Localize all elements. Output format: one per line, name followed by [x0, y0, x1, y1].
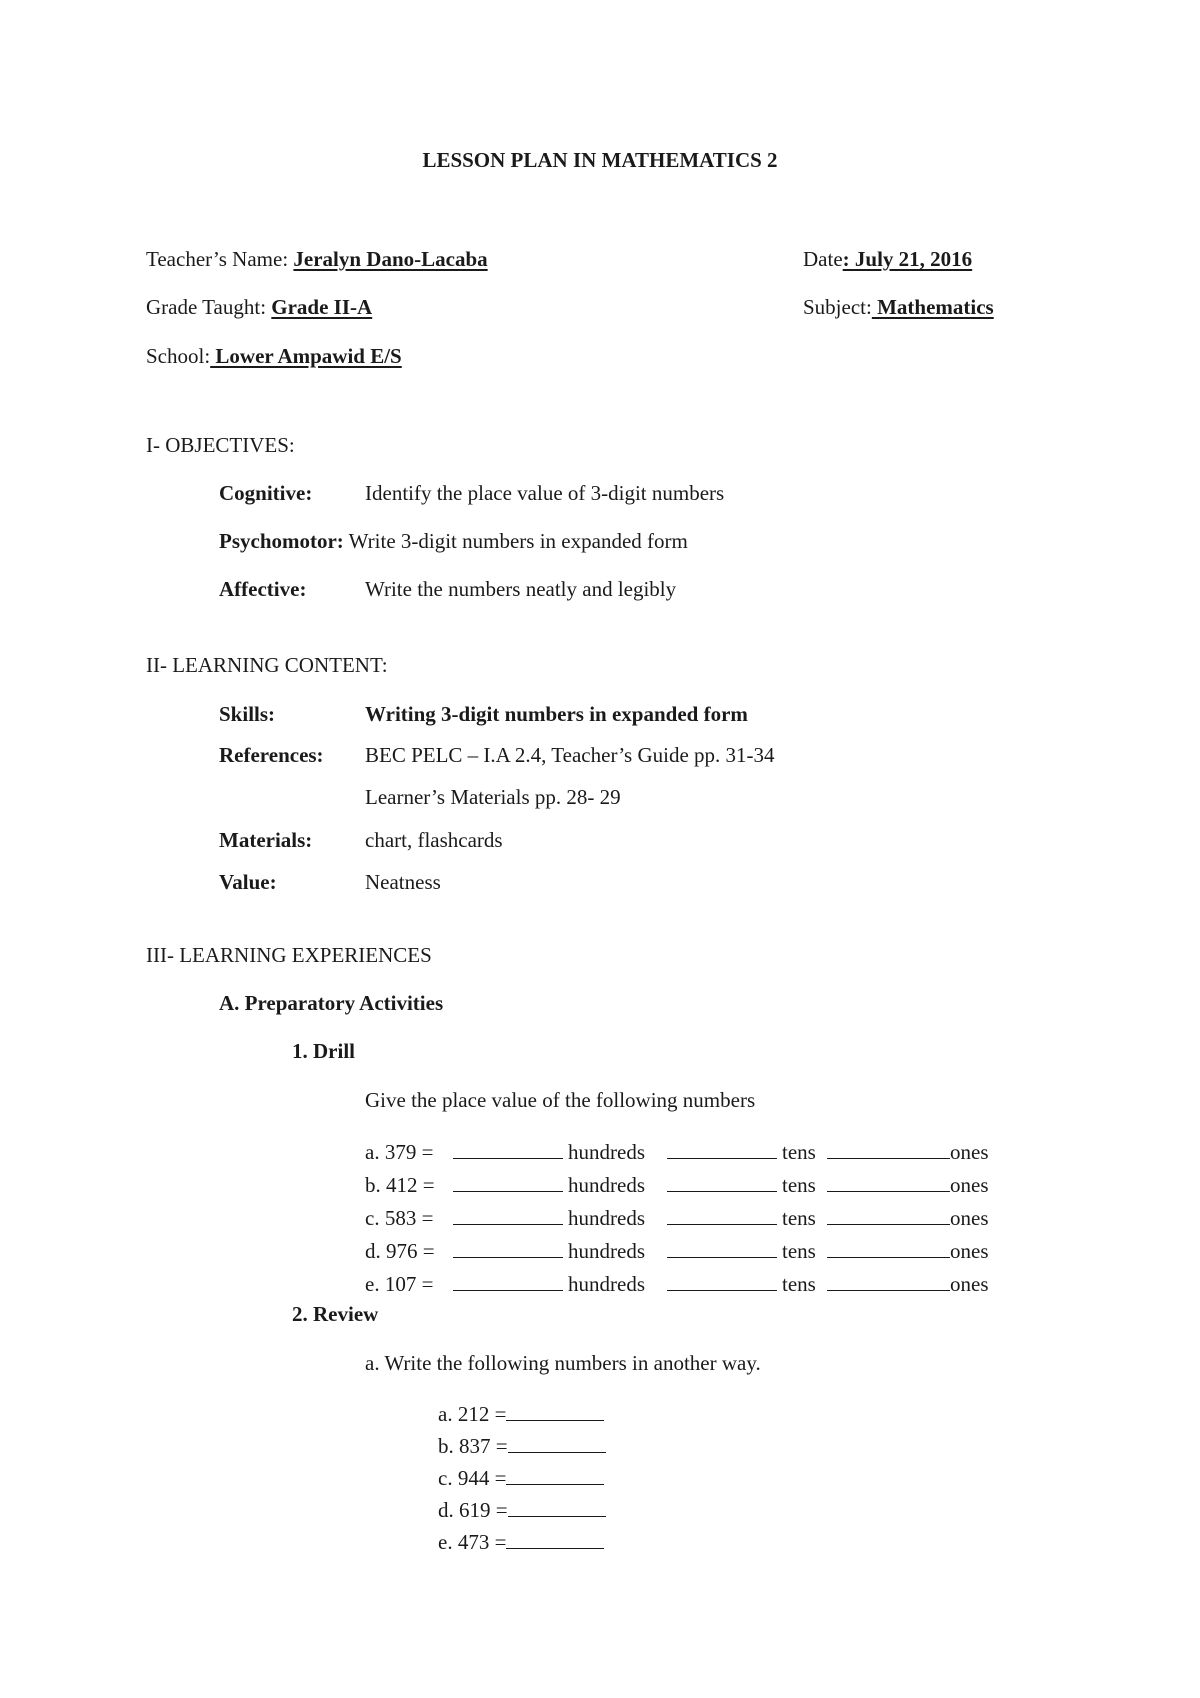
review-item: a. 212 =	[438, 1402, 507, 1426]
date-line	[803, 249, 972, 270]
school-line	[146, 346, 402, 367]
affective-value: Write the numbers neatly and legibly	[365, 577, 677, 601]
drill-row	[365, 1205, 989, 1229]
psychomotor-label: Psychomotor:	[219, 529, 344, 553]
review-row	[438, 1465, 604, 1489]
tens-label: tens	[782, 1272, 816, 1296]
value-value: Neatness	[365, 870, 441, 894]
materials-label: Materials:	[219, 828, 313, 852]
review-item: b. 837 =	[438, 1434, 508, 1458]
review-item: d. 619 =	[438, 1498, 508, 1522]
psychomotor-value: Write 3-digit numbers in expanded form	[343, 529, 688, 553]
teacher-name-line	[146, 249, 488, 270]
teacher-name-value: Jeralyn Dano-Lacaba	[293, 247, 488, 271]
answer-blank[interactable]	[827, 1271, 950, 1291]
drill-item: d. 976 =	[365, 1239, 435, 1263]
grade-label: Grade Taught:	[146, 295, 272, 319]
answer-blank[interactable]	[453, 1271, 563, 1291]
subject-label: Subject:	[803, 295, 872, 319]
page-title: LESSON PLAN IN MATHEMATICS 2	[422, 148, 778, 172]
answer-blank[interactable]	[506, 1465, 604, 1485]
materials-value: chart, flashcards	[365, 828, 503, 852]
school-value: Lower Ampawid E/S	[210, 344, 402, 368]
answer-blank[interactable]	[827, 1238, 950, 1258]
review-row	[438, 1497, 606, 1521]
review-instruction: a. Write the following numbers in another way.	[365, 1351, 761, 1375]
cognitive-value: Identify the place value of 3-digit numbers	[365, 481, 725, 505]
drill-item: b. 412 =	[365, 1173, 435, 1197]
preparatory-heading: A. Preparatory Activities	[219, 991, 444, 1015]
subject-line	[803, 297, 994, 318]
references-value: BEC PELC – I.A 2.4, Teacher’s Guide pp. 31-34	[365, 743, 775, 767]
drill-row	[365, 1238, 989, 1262]
answer-blank[interactable]	[667, 1139, 777, 1159]
hundreds-label: hundreds	[568, 1173, 645, 1197]
drill-row	[365, 1172, 989, 1196]
answer-blank[interactable]	[453, 1139, 563, 1159]
answer-blank[interactable]	[506, 1401, 604, 1421]
hundreds-label: hundreds	[568, 1272, 645, 1296]
hundreds-label: hundreds	[568, 1239, 645, 1263]
answer-blank[interactable]	[506, 1529, 604, 1549]
review-row	[438, 1401, 604, 1425]
ones-label: ones	[950, 1206, 989, 1230]
objectives-heading: I- OBJECTIVES:	[146, 433, 295, 457]
tens-label: tens	[782, 1239, 816, 1263]
answer-blank[interactable]	[453, 1172, 563, 1192]
skills-value: Writing 3-digit numbers in expanded form	[365, 702, 748, 726]
answer-blank[interactable]	[827, 1139, 950, 1159]
answer-blank[interactable]	[667, 1205, 777, 1225]
ones-label: ones	[950, 1272, 989, 1296]
answer-blank[interactable]	[508, 1433, 606, 1453]
answer-blank[interactable]	[667, 1172, 777, 1192]
answer-blank[interactable]	[827, 1172, 950, 1192]
cognitive-label: Cognitive:	[219, 481, 313, 505]
hundreds-label: hundreds	[568, 1140, 645, 1164]
answer-blank[interactable]	[667, 1271, 777, 1291]
tens-label: tens	[782, 1173, 816, 1197]
answer-blank[interactable]	[667, 1238, 777, 1258]
answer-blank[interactable]	[508, 1497, 606, 1517]
subject-value: Mathematics	[871, 295, 994, 319]
grade-value: Grade II-A	[271, 295, 373, 319]
affective-label: Affective:	[219, 577, 307, 601]
references-value-2: Learner’s Materials pp. 28- 29	[365, 785, 621, 809]
school-label: School:	[146, 344, 211, 368]
answer-blank[interactable]	[453, 1205, 563, 1225]
tens-label: tens	[782, 1140, 816, 1164]
review-item: e. 473 =	[438, 1530, 507, 1554]
answer-blank[interactable]	[453, 1238, 563, 1258]
drill-heading: 1. Drill	[292, 1039, 355, 1063]
drill-item: c. 583 =	[365, 1206, 434, 1230]
ones-label: ones	[950, 1140, 989, 1164]
tens-label: tens	[782, 1206, 816, 1230]
teacher-name-label: Teacher’s Name:	[146, 247, 294, 271]
grade-line	[146, 297, 372, 318]
drill-row	[365, 1271, 989, 1295]
review-heading: 2. Review	[292, 1302, 379, 1326]
ones-label: ones	[950, 1239, 989, 1263]
date-label: Date	[803, 247, 843, 271]
psychomotor-line	[219, 531, 688, 552]
skills-label: Skills:	[219, 702, 276, 726]
answer-blank[interactable]	[827, 1205, 950, 1225]
review-item: c. 944 =	[438, 1466, 507, 1490]
date-value: : July 21, 2016	[842, 247, 973, 271]
drill-instruction: Give the place value of the following numbers	[365, 1088, 756, 1112]
drill-row	[365, 1139, 989, 1163]
hundreds-label: hundreds	[568, 1206, 645, 1230]
review-row	[438, 1433, 606, 1457]
drill-item: a. 379 =	[365, 1140, 434, 1164]
ones-label: ones	[950, 1173, 989, 1197]
experiences-heading: III- LEARNING EXPERIENCES	[146, 943, 432, 967]
review-row	[438, 1529, 604, 1553]
drill-item: e. 107 =	[365, 1272, 434, 1296]
references-label: References:	[219, 743, 324, 767]
content-heading: II- LEARNING CONTENT:	[146, 653, 388, 677]
value-label: Value:	[219, 870, 277, 894]
